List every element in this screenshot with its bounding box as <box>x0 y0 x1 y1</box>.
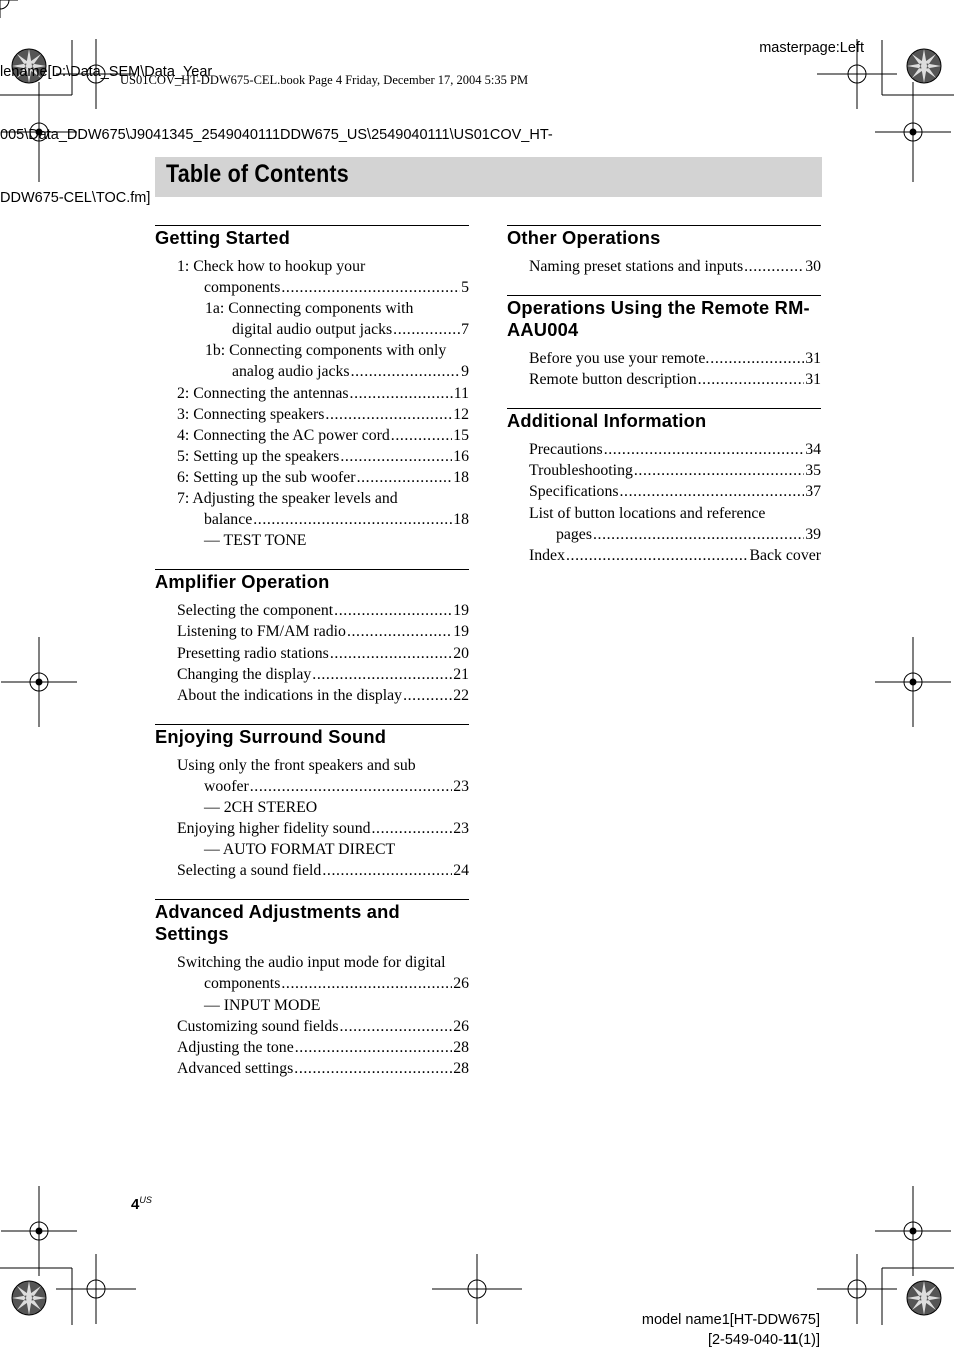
dot-leader <box>393 319 460 340</box>
toc-entry[interactable] <box>155 383 469 404</box>
entry-page: Back cover <box>749 546 821 564</box>
entry-page: 7 <box>461 321 469 339</box>
entry-page: 23 <box>453 820 469 838</box>
dot-leader <box>698 369 805 390</box>
entry-text: Index <box>529 546 565 564</box>
toc-right-column <box>507 225 821 584</box>
toc-section <box>507 408 821 566</box>
entry-text: components <box>204 279 281 297</box>
dot-leader <box>340 446 452 467</box>
entry-page: 19 <box>453 623 469 641</box>
toc-entry[interactable] <box>507 545 821 566</box>
toc-entry[interactable] <box>155 361 469 382</box>
toc-entry[interactable] <box>155 1037 469 1058</box>
entry-page: 39 <box>805 525 821 543</box>
toc-line: 7: Adjusting the speaker levels and <box>177 490 398 508</box>
page-number-value: 4 <box>131 1196 140 1213</box>
entry-text: Before you use your remote. <box>529 350 710 368</box>
entry-text: 2: Connecting the antennas <box>177 384 349 402</box>
entry-text: 4: Connecting the AC power cord <box>177 426 390 444</box>
footer-code-suffix: (1)] <box>798 1332 820 1348</box>
dot-leader <box>253 509 452 530</box>
dot-leader <box>334 600 452 621</box>
toc-entry[interactable] <box>155 425 469 446</box>
section-heading: Enjoying Surround Sound <box>155 724 469 748</box>
entry-page: 31 <box>805 371 821 389</box>
entry-text: balance <box>204 511 253 529</box>
dot-leader <box>250 776 452 797</box>
footer-model: model name1[HT-DDW675] <box>641 1312 820 1328</box>
toc-entry[interactable] <box>507 256 821 277</box>
toc-entry[interactable] <box>507 369 821 390</box>
toc-entry[interactable] <box>155 973 469 994</box>
footer-code-prefix: [2-549-040- <box>707 1332 783 1348</box>
entry-page: 31 <box>805 350 821 368</box>
dot-leader <box>391 425 452 446</box>
footer-code <box>642 1330 820 1350</box>
book-info-line: US01COV_HT-DDW675-CEL.book Page 4 Friday, December 17, 2004 5:35 PM <box>120 73 529 87</box>
toc-section <box>155 569 469 705</box>
entry-text: 3: Connecting speakers <box>177 405 325 423</box>
entry-page: 22 <box>453 686 469 704</box>
section-heading: Advanced Adjustments and Settings <box>155 899 469 945</box>
entry-text: Changing the display <box>177 665 312 683</box>
dot-leader <box>312 664 452 685</box>
dot-leader <box>604 439 805 460</box>
toc-entry[interactable] <box>155 1058 469 1079</box>
entry-page: 26 <box>453 1017 469 1035</box>
entry-page: 11 <box>453 384 469 402</box>
dot-leader <box>295 1037 452 1058</box>
entry-text: 5: Setting up the speakers <box>177 447 340 465</box>
toc-line: Switching the audio input mode for digital <box>177 954 446 972</box>
toc-entry[interactable] <box>155 467 469 488</box>
toc-entry[interactable] <box>507 439 821 460</box>
entry-text: 6: Setting up the sub woofer <box>177 468 356 486</box>
dot-leader <box>620 481 805 502</box>
section-heading: Additional Information <box>507 408 821 432</box>
entry-text: Customizing sound fields <box>177 1017 339 1035</box>
entry-text: Presetting radio stations <box>177 644 329 662</box>
entry-page: 35 <box>805 462 821 480</box>
toc-section <box>155 724 469 882</box>
toc-entry[interactable] <box>155 776 469 797</box>
footer <box>642 1310 820 1350</box>
toc-line: 1a: Connecting components with <box>205 300 414 318</box>
toc-line: — AUTO FORMAT DIRECT <box>204 841 396 859</box>
masterpage-label: masterpage:Left <box>759 40 864 56</box>
section-heading: Other Operations <box>507 225 821 249</box>
dot-leader <box>322 860 452 881</box>
toc-line: — TEST TONE <box>204 532 307 550</box>
entry-page: 30 <box>805 258 821 275</box>
entry-page: 26 <box>453 975 469 993</box>
entry-text: woofer <box>204 777 249 795</box>
toc-entry[interactable] <box>155 685 469 706</box>
entry-text: Listening to FM/AM radio <box>177 623 346 641</box>
dot-leader <box>347 621 452 642</box>
title-bar <box>155 157 822 197</box>
toc-entry[interactable] <box>507 524 821 545</box>
toc-entry[interactable] <box>507 348 821 369</box>
entry-page: 12 <box>453 405 469 423</box>
dot-leader <box>566 545 749 566</box>
toc-entry[interactable] <box>155 860 469 881</box>
dot-leader <box>403 685 452 706</box>
toc-left-column <box>155 225 469 1097</box>
toc-section <box>507 295 821 390</box>
entry-page: 16 <box>453 447 469 465</box>
entry-text: Selecting the component <box>177 602 334 620</box>
toc-entry[interactable] <box>155 319 469 340</box>
filename-line: lename[D:\Data_SEM\Data_Year <box>0 64 213 80</box>
entry-text: Selecting a sound field <box>177 862 322 880</box>
toc-line: Using only the front speakers and sub <box>177 756 416 774</box>
toc-entry[interactable] <box>155 1016 469 1037</box>
page-title: Table of Contents <box>166 160 349 188</box>
entry-page: 28 <box>453 1038 469 1056</box>
entry-page: 5 <box>461 279 469 297</box>
toc-entry[interactable] <box>155 277 469 298</box>
toc-entry[interactable] <box>155 600 469 621</box>
entry-page: 20 <box>453 644 469 662</box>
entry-text: Specifications <box>529 483 619 501</box>
dot-leader <box>357 467 453 488</box>
dot-leader <box>281 973 452 994</box>
entry-page: 28 <box>453 1059 469 1077</box>
dot-leader <box>330 643 452 664</box>
toc-section <box>155 899 469 1079</box>
filename-line: 005\Data_DDW675\J9041345_2549040111DDW675_US\2549040111\US01COV_HT- <box>0 127 553 143</box>
entry-text: About the indications in the display <box>177 686 403 704</box>
entry-page: 9 <box>461 363 469 381</box>
toc-section <box>155 225 469 551</box>
entry-text: components <box>204 975 281 993</box>
toc-entry[interactable] <box>155 664 469 685</box>
toc-entry[interactable] <box>155 446 469 467</box>
entry-text: pages <box>556 525 592 543</box>
section-heading: Operations Using the Remote RM-AAU004 <box>507 295 821 341</box>
dot-leader <box>325 404 452 425</box>
filename-header <box>0 20 600 230</box>
entry-page: 18 <box>453 468 469 486</box>
toc-entry[interactable] <box>507 481 821 502</box>
footer-code-bold: 11 <box>782 1332 799 1348</box>
toc-entry[interactable] <box>155 643 469 664</box>
entry-page: 15 <box>453 426 469 444</box>
section-heading: Amplifier Operation <box>155 569 469 593</box>
dot-leader <box>294 1058 452 1079</box>
toc-entry[interactable] <box>155 818 469 839</box>
entry-page: 21 <box>453 665 469 683</box>
entry-page: 34 <box>805 441 821 459</box>
entry-page: 19 <box>453 602 469 620</box>
toc-entry[interactable] <box>155 621 469 642</box>
entry-text: Remote button description <box>529 371 697 389</box>
entry-text: Precautions <box>529 441 603 459</box>
dot-leader <box>634 460 804 481</box>
entry-page: 24 <box>453 862 469 880</box>
dot-leader <box>339 1016 452 1037</box>
dot-leader <box>372 818 453 839</box>
toc-line: 1: Check how to hookup your <box>177 258 366 275</box>
entry-text: digital audio output jacks <box>232 321 393 339</box>
toc-line: List of button locations and reference <box>529 504 766 522</box>
entry-text: Naming preset stations and inputs <box>529 258 744 275</box>
entry-text: Troubleshooting <box>529 462 633 480</box>
entry-text: Adjusting the tone <box>177 1038 294 1056</box>
dot-leader <box>744 256 804 277</box>
toc-entry[interactable] <box>507 460 821 481</box>
dot-leader <box>593 524 804 545</box>
entry-text: Advanced settings <box>177 1059 294 1077</box>
entry-page: 23 <box>453 777 469 795</box>
toc-line: — 2CH STEREO <box>204 798 318 816</box>
entry-text: analog audio jacks <box>232 363 350 381</box>
dot-leader <box>350 383 453 404</box>
section-heading: Getting Started <box>155 225 469 249</box>
entry-page: 37 <box>805 483 821 501</box>
toc-entry[interactable] <box>155 404 469 425</box>
toc-line: 1b: Connecting components with only <box>205 342 447 360</box>
dot-leader <box>281 277 460 298</box>
dot-leader <box>351 361 461 382</box>
entry-text: Enjoying higher fidelity sound <box>177 820 371 838</box>
toc-entry[interactable] <box>155 509 469 530</box>
toc-section <box>507 225 821 277</box>
entry-page: 18 <box>453 511 469 529</box>
page-number <box>131 1195 152 1213</box>
filename-line: DDW675-CEL\TOC.fm] <box>0 190 151 206</box>
toc-line: — INPUT MODE <box>204 996 321 1014</box>
page-number-suffix: US <box>139 1195 152 1205</box>
dot-leader <box>710 348 804 369</box>
